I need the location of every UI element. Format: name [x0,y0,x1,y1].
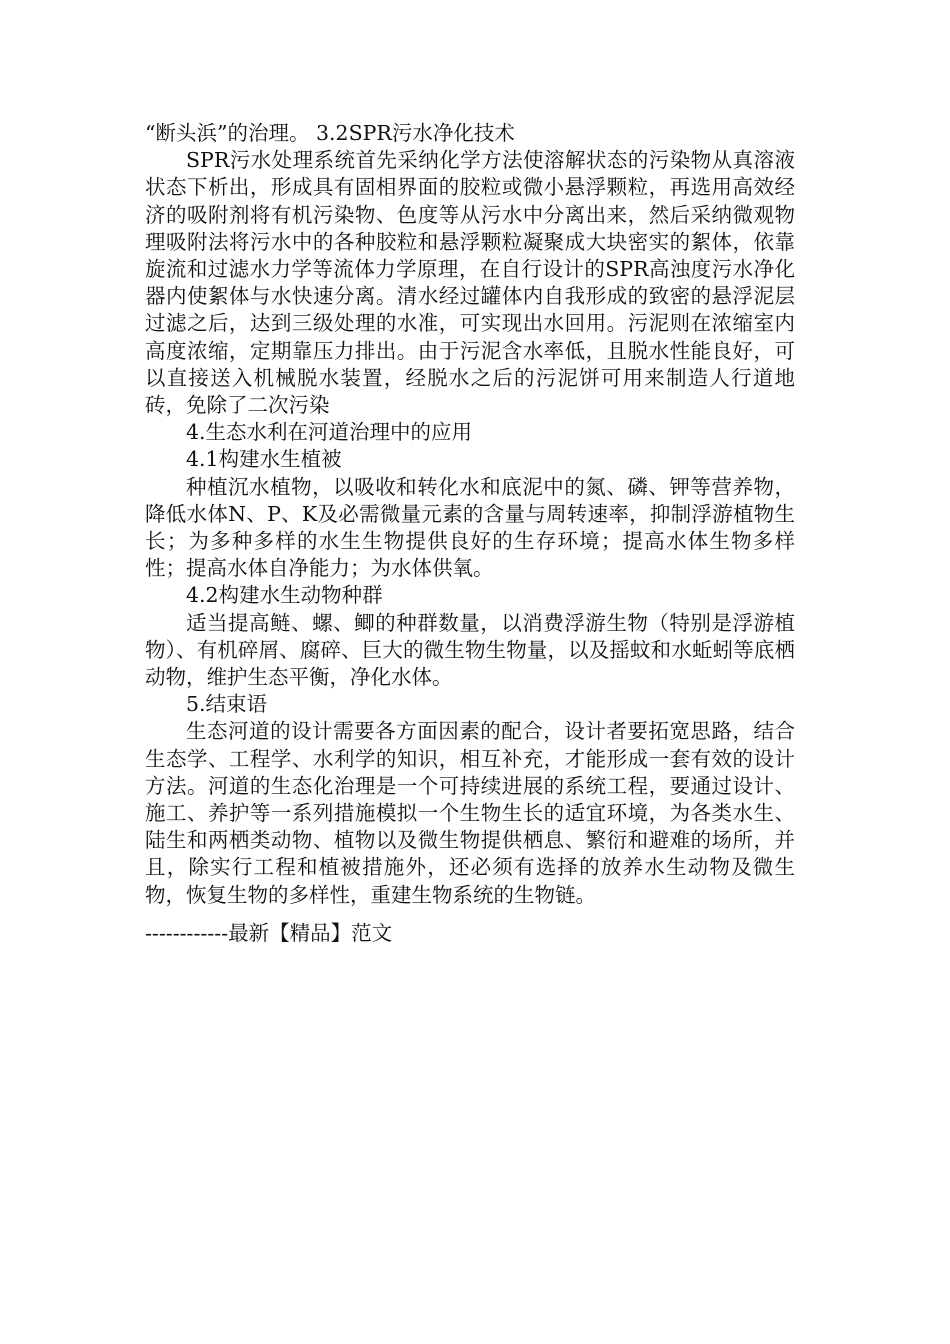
subsection-heading-4-2: 4.2构建水生动物种群 [186,583,383,608]
subsection-heading-4-1: 4.1构建水生植被 [186,447,342,472]
paragraph-aquatic-animals: 适当提高鲢、螺、鲫的种群数量，以消费浮游生物（特别是浮游植物）、有机碎屑、腐碎、巨大的微生物生物量，以及摇蚊和水蚯蚓等底栖动物，维护生态平衡，净化水体。 [145,610,795,690]
section-heading-4: 4.生态水利在河道治理中的应用 [186,420,473,445]
paragraph-conclusion: 生态河道的设计需要各方面因素的配合，设计者要拓宽思路，结合生态学、工程学、水利学的知识，相互补充，才能形成一套有效的设计方法。河道的生态化治理是一个可持续进展的系统工程，要通过设计、施工、养护等一系列措施模拟一个生物生长的适宜环境，为各类水生、陆生和两栖类动物、植物以及微生物提供栖息、繁衍和避难的场所，并且，除实行工程和植被措施外，还必须有选择的放养水生动物及微生物，恢复生物的多样性，重建生物系统的生物链。 [145,719,795,907]
paragraph-spr-technology: SPR污水处理系统首先采纳化学方法使溶解状态的污染物从真溶液状态下析出，形成具有固相界面的胶粒或微小悬浮颗粒，再选用高效经济的吸附剂将有机污染物、色度等从污水中分离出来，然后采纳微观物理吸附法将污水中的各种胶粒和悬浮颗粒凝聚成大块密实的絮体，依靠旋流和过滤水力学等流体力学原理，在自行设计的SPR高浊度污水净化器内使絮体与水快速分离。清水经过罐体内自我形成的致密的悬浮泥层过滤之后，达到三级处理的水准，可实现出水回用。污泥则在浓缩室内高度浓缩，定期靠压力排出。由于污泥含水率低，且脱水性能良好，可以直接送入机械脱水装置，经脱水之后的污泥饼可用来制造人行道地砖，免除了二次污染 [145,148,795,418]
section-heading-5: 5.结束语 [186,692,268,717]
page-footer: ------------最新【精品】范文 [145,921,393,945]
paragraph-continuation: “断头浜”的治理。 3.2SPR污水净化技术 [145,121,515,145]
document-body [145,120,795,909]
paragraph-aquatic-vegetation: 种植沉水植物，以吸收和转化水和底泥中的氮、磷、钾等营养物，降低水体N、P、K及必需微量元素的含量与周转速率，抑制浮游植物生长；为多种多样的水生生物提供良好的生存环境；提高水体生物多样性；提高水体自净能力；为水体供氧。 [145,474,795,581]
